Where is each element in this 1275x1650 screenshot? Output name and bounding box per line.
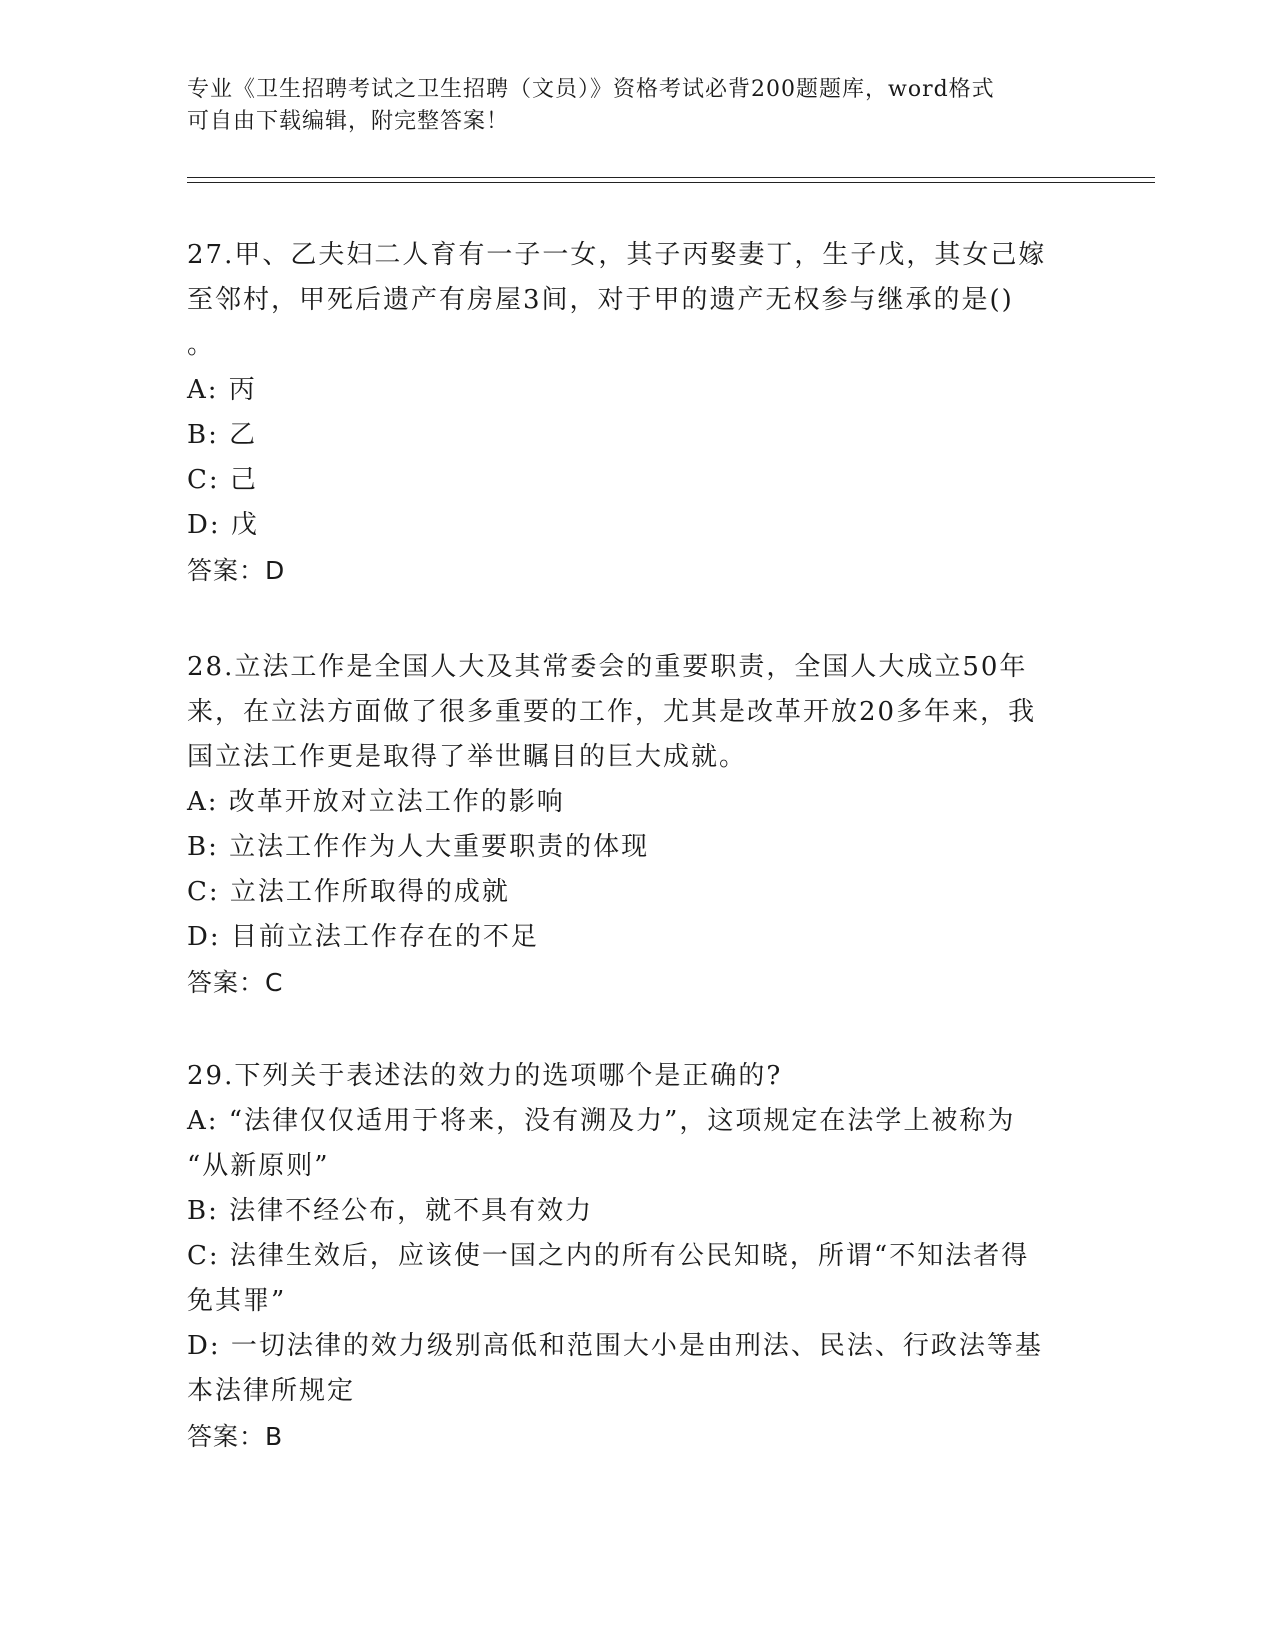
option-d: D: 目前立法工作存在的不足	[187, 922, 539, 952]
header-divider-bottom	[187, 182, 1155, 183]
question-stem-line: 28.立法工作是全国人大及其常委会的重要职责，全国人大成立50年	[187, 652, 1028, 682]
question-27	[187, 233, 1067, 593]
header-title-line-1: 专业《卫生招聘考试之卫生招聘（文员）》资格考试必背200题题库，word格式	[187, 77, 995, 102]
question-stem-line: 至邻村，甲死后遗产有房屋3间，对于甲的遗产无权参与继承的是()	[187, 285, 1014, 315]
option-c: C: 法律生效后，应该使一国之内的所有公民知晓，所谓“不知法者得	[187, 1241, 1030, 1271]
question-stem-line: 27.甲、乙夫妇二人育有一子一女，其子丙娶妻丁，生子戊，其女己嫁	[187, 240, 1047, 270]
option-d-continued: 本法律所规定	[187, 1376, 356, 1406]
question-stem-line: 来，在立法方面做了很多重要的工作，尤其是改革开放20多年来，我	[187, 697, 1037, 727]
question-stem-line: 29.下列关于表述法的效力的选项哪个是正确的?	[187, 1061, 783, 1091]
document-header	[187, 74, 1067, 138]
answer-label: 答案：C	[187, 968, 284, 997]
answer-label: 答案：B	[187, 1422, 284, 1451]
header-divider-top	[187, 177, 1155, 178]
option-d: D: 戊	[187, 510, 259, 540]
option-d: D: 一切法律的效力级别高低和范围大小是由刑法、民法、行政法等基	[187, 1331, 1043, 1361]
option-b: B: 乙	[187, 420, 258, 450]
option-a: A: 改革开放对立法工作的影响	[187, 787, 565, 817]
question-stem-line: 。	[187, 330, 216, 360]
header-title-line-2: 可自由下载编辑，附完整答案！	[187, 109, 510, 134]
option-a: A: “法律仅仅适用于将来，没有溯及力”，这项规定在法学上被称为	[187, 1106, 1016, 1136]
option-c-continued: 免其罪”	[187, 1286, 287, 1316]
question-stem-line: 国立法工作更是取得了举世瞩目的巨大成就。	[187, 742, 748, 772]
option-c: C: 己	[187, 465, 258, 495]
question-29	[187, 1054, 1067, 1459]
option-a: A: 丙	[187, 375, 257, 405]
answer-label: 答案：D	[187, 556, 286, 585]
question-28	[187, 645, 1067, 1005]
option-c: C: 立法工作所取得的成就	[187, 877, 510, 907]
option-b: B: 法律不经公布，就不具有效力	[187, 1196, 594, 1226]
option-a-continued: “从新原则”	[187, 1151, 330, 1181]
option-b: B: 立法工作作为人大重要职责的体现	[187, 832, 650, 862]
